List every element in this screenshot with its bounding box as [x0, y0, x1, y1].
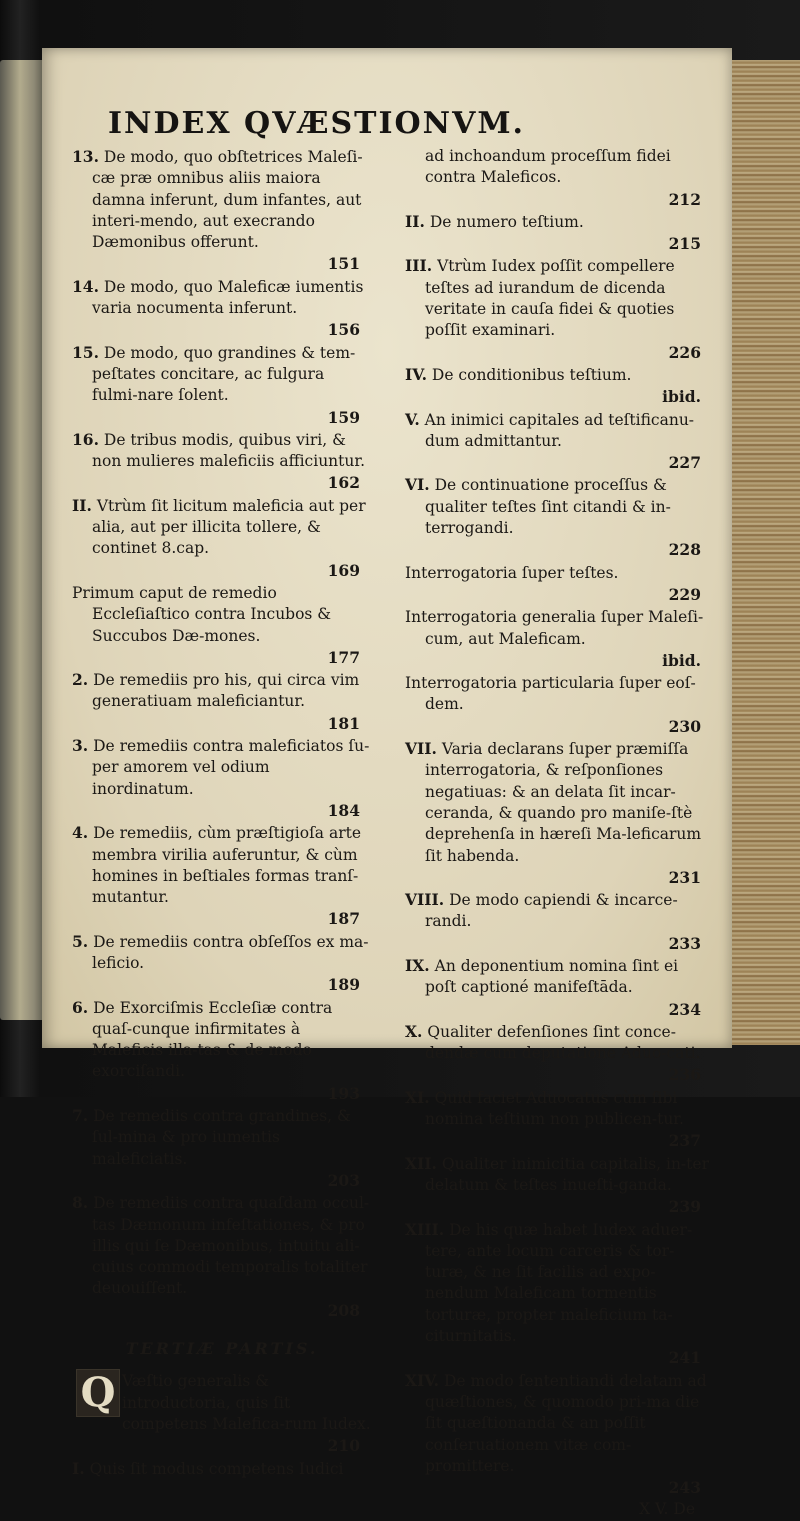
entry-text: Qualiter defenſiones ſint conce-dendæ cum deputatione Aduo-cati. [425, 1022, 701, 1063]
entry-text: De remediis contra grandines, & ſul-mina & pro iumentis maleficiatis. [92, 1107, 351, 1168]
entry-number: V. [405, 409, 420, 429]
entry-page: 233 [668, 933, 701, 953]
entry-text: Qualiter inimicitia capitalis, in-ter delatum & teſtes inueſti-ganda. [425, 1154, 709, 1194]
entry-number: VI. [405, 475, 430, 495]
entry-page: 169 [327, 560, 360, 580]
index-entry [72, 931, 372, 997]
entry-number: XIII. [405, 1219, 445, 1239]
index-entry [405, 255, 713, 363]
drop-cap-letter: Q [76, 1369, 120, 1417]
index-entry [405, 409, 713, 475]
entry-number: VIII. [405, 890, 445, 910]
entry-page: 243 [668, 1478, 701, 1498]
entry-text: De his quæ habet Iudex aduer-tere, ante locum carceris & tor-turæ, & ne ſit facilis ad expo-nendum Maleficam tormentis torturæ, propter maleficium ta-citurnitatis. [425, 1220, 693, 1346]
index-entry [72, 669, 372, 735]
entry-page: 215 [668, 234, 701, 254]
entry-text: De modo capiendi & incarce-randi. [425, 891, 678, 931]
entry-page: ibid. [662, 387, 701, 407]
entry-number: 13. [72, 147, 99, 166]
entry-page: 231 [668, 867, 701, 887]
index-entry [405, 606, 713, 672]
entry-number: XIV. [405, 1370, 439, 1390]
intro-page: 210 [327, 1436, 360, 1456]
entry-number: 4. [72, 823, 89, 843]
entry-text: De conditionibus teſtium. [431, 365, 632, 384]
entry-text: Vtrùm ſit licitum maleficia aut per alia, aut per illicita tollere, & continet 8.cap. [92, 496, 366, 558]
index-entry [405, 211, 713, 256]
entry-page: ibid. [662, 650, 701, 670]
entry-number: 2. [72, 670, 89, 690]
index-entry [405, 364, 713, 409]
entry-page: 162 [327, 473, 360, 493]
entry-text: De remediis contra maleficiatos ſu-per amorem vel odium inordinatum. [92, 737, 370, 798]
entry-text: De modo, quo obſtetrices Maleſi-cæ præ omnibus aliis maiora damna inferunt, dum infantes, aut interi-mendo, aut execrando Dæmonibus offerunt. [92, 148, 363, 252]
entry-page: 156 [327, 320, 360, 340]
entry-number: II. [405, 211, 425, 231]
entry-number: 3. [72, 736, 89, 756]
entry-page: 159 [327, 407, 360, 427]
entry-number: 8. [72, 1193, 89, 1213]
entry-text: De remediis pro his, qui circa vim generatiuam maleficiantur. [92, 671, 360, 711]
index-entry [405, 1370, 713, 1500]
entry-text: De modo, quo grandines & tem-peſtates concitare, ac fulgura fulmi-nare ſolent. [92, 343, 356, 405]
entry-number: 5. [72, 931, 89, 951]
entry-text: De numero teſtium. [429, 212, 584, 231]
entry-text: De modo, quo Maleficæ iumentis varia nocumenta inferunt. [92, 277, 364, 318]
index-entry [405, 562, 713, 607]
entry-page: 228 [668, 540, 701, 560]
entry-text: De remediis contra quaſdam occul-tas Dæmonum infeſtationes, & pro illis qui ſe Dæmonibus, intuitu ali-cuius commodi temporalis totaliter deuouiſſent. [92, 1194, 370, 1298]
entry-page: 229 [668, 584, 701, 604]
index-entry [72, 342, 372, 429]
entry-page: 177 [327, 647, 360, 667]
entry-page: 184 [327, 800, 360, 820]
left-column [72, 146, 372, 1480]
right-entry-list [405, 211, 713, 1500]
entry-number: IX. [405, 955, 430, 975]
entry-number: X. [405, 1021, 423, 1041]
entry-text: De modo ſententiandi delatam ad quæſtiones, & quomodo pri-ma die ſit quæſtionanda & an poſſit conſeruationem vitæ com-promittere. [425, 1371, 707, 1475]
entry-text: An deponentium nomina ſint ei poſt captioné manifeſtāda. [425, 956, 679, 997]
index-entry [72, 1105, 372, 1192]
index-entry [72, 276, 372, 342]
index-heading: INDEX QVÆSTIONVM. [108, 106, 525, 141]
entry-number: III. [405, 256, 433, 276]
left-entry-list [72, 146, 372, 1322]
entry-page: 187 [327, 909, 360, 929]
entry-page: 181 [327, 713, 360, 733]
intro-paragraph [72, 1371, 372, 1457]
entry-text: Interrogatoria generalia ſuper Maleſi-cum, aut Maleficam. [405, 608, 704, 648]
facing-page-edge [0, 60, 48, 1020]
index-entry [72, 429, 372, 495]
entry-number: 14. [72, 276, 99, 296]
index-entry [72, 146, 372, 276]
continued-text: ad inchoandum proceſſum fidei contra Maleficos. [425, 147, 671, 187]
index-entry [405, 1021, 713, 1087]
intro-text: Væſtio generalis & introductoria, quis ſit competens Malefica-rum Iudex. [122, 1372, 371, 1433]
index-entry [405, 889, 713, 955]
entry-page: 239 [668, 1197, 701, 1217]
entry-text: De Exorciſmis Eccleſiæ contra quaſ-cunque infirmitates à Maleficis illa-tas & de modo exorciſandi. [92, 998, 333, 1081]
index-entry [405, 1153, 713, 1219]
continued-page: 212 [668, 189, 701, 209]
entry-page: 234 [668, 999, 701, 1019]
entry-number: I. [72, 1458, 85, 1478]
entry-page: 227 [668, 453, 701, 473]
entry-text: De remediis contra obſeſſos ex ma-leficio. [92, 932, 369, 972]
index-entry [72, 822, 372, 930]
entry-page: 151 [327, 254, 360, 274]
entry-number: VII. [405, 739, 437, 759]
entry-number: IV. [405, 364, 427, 384]
entry-page: 203 [327, 1170, 360, 1190]
catchword: X V. De [639, 1500, 695, 1519]
entry-page: 189 [327, 975, 360, 995]
index-entry [405, 738, 713, 889]
index-entry [72, 997, 372, 1105]
last-entry [72, 1458, 372, 1480]
index-entry [72, 1192, 372, 1322]
continued-entry [405, 146, 713, 211]
entry-page: 236 [668, 1065, 701, 1085]
entry-text: De tribus modis, quibus viri, & non mulieres maleficiis afficiuntur. [92, 430, 365, 471]
entry-number: 7. [72, 1106, 89, 1126]
index-entry [405, 474, 713, 561]
entry-page: 226 [668, 342, 701, 362]
entry-text: Quid faciet Aduocatus cùm ſibi nomina teſtium non publicen-tur. [425, 1088, 684, 1129]
entry-text: Vtrùm Iudex poſſit compellere teſtes ad iurandum de dicenda veritate in cauſa fidei & quoties poſſit examinari. [425, 257, 675, 340]
entry-number: 16. [72, 429, 99, 449]
entry-text: An inimici capitales ad teſtificanu-dum admittantur. [424, 410, 695, 450]
right-column [405, 146, 713, 1521]
entry-page: 208 [327, 1300, 360, 1320]
entry-text: Interrogatoria ſuper teſtes. [405, 563, 619, 582]
entry-number: XII. [405, 1153, 437, 1173]
entry-text: De remediis, cùm præſtigioſa arte membra virilia auferuntur, & cùm homines in beſtiales formas tranſ-mutantur. [92, 824, 362, 907]
index-entry [72, 495, 372, 582]
entry-page: 193 [327, 1083, 360, 1103]
index-entry [405, 955, 713, 1021]
section-title: TERTIÆ PARTIS. [125, 1339, 319, 1359]
index-entry [72, 735, 372, 822]
entry-page: 230 [668, 716, 701, 736]
entry-number: XI. [405, 1087, 430, 1107]
entry-text: Primum caput de remedio Eccleſiaſtico contra Incubos & Succubos Dæ-mones. [72, 583, 332, 645]
entry-number: II. [72, 495, 92, 515]
entry-text: Interrogatoria particularia ſuper eoſ-dem. [405, 674, 696, 714]
entry-text: Quis ſit modus competens Iudici [89, 1459, 344, 1478]
index-entry [72, 582, 372, 669]
entry-text: De continuatione proceſſus & qualiter teſtes ſint citandi & in-terrogandi. [425, 476, 671, 538]
index-entry [405, 1219, 713, 1370]
entry-text: Varia declarans ſuper præmiſſa interrogatoria, & reſponſiones negatiuas: & an delata ſit incar-ceranda, & quando pro maniſe-ſtè deprehenſa in hæreſi Ma-leficarum ſit habenda. [425, 740, 702, 865]
index-entry [405, 672, 713, 738]
entry-number: 15. [72, 342, 99, 362]
entry-page: 241 [668, 1348, 701, 1368]
entry-number: 6. [72, 997, 89, 1017]
entry-page: 237 [668, 1131, 701, 1151]
